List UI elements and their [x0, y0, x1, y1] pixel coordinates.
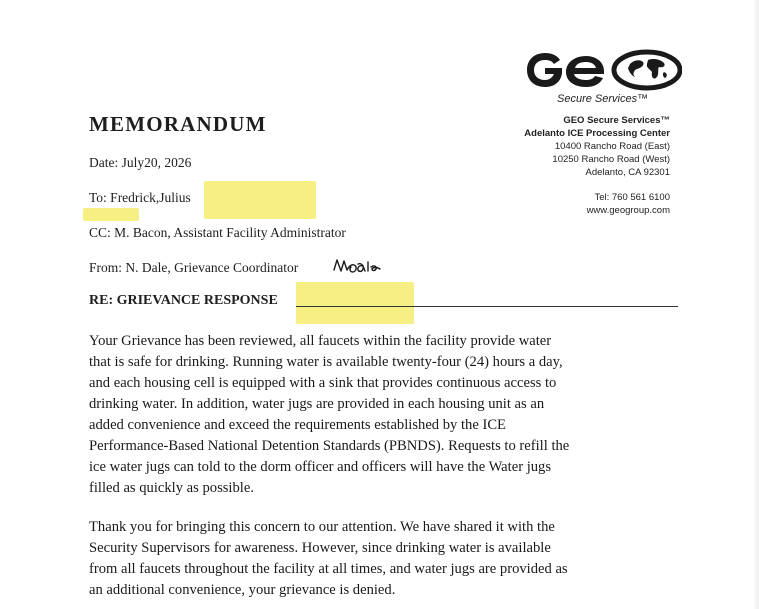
body-paragraph-2	[89, 517, 568, 601]
letterhead-address-block	[524, 114, 670, 217]
paragraph-line: Your Grievance has been reviewed, all faucets within the facility provide water	[89, 333, 552, 349]
paragraph-line: that is safe for drinking. Running water is available twenty-four (24) hours a day,	[89, 354, 563, 370]
redaction-highlight	[83, 208, 139, 221]
paragraph-line: Performance-Based National Detention Standards (PBNDS). Requests to refill the	[89, 438, 570, 454]
redaction-highlight	[204, 181, 316, 219]
memo-date: Date: July20, 2026	[89, 155, 192, 170]
memo-subject: RE: GRIEVANCE RESPONSE	[89, 293, 278, 308]
divider-line	[296, 306, 678, 307]
address-line: 10400 Rancho Road (East)	[554, 141, 670, 152]
redaction-highlight	[296, 282, 414, 324]
facility-name: Adelanto ICE Processing Center	[524, 128, 670, 139]
paragraph-line: from all faucets throughout the facility at all times, and water jugs are provided as	[89, 561, 568, 577]
memo-title: MEMORANDUM	[89, 112, 267, 136]
website: www.geogroup.com	[586, 205, 670, 216]
phone-number: Tel: 760 561 6100	[594, 192, 670, 203]
paragraph-line: and each housing cell is equipped with a sink that provides continuous access to	[89, 375, 557, 391]
geo-logo	[524, 48, 682, 92]
paragraph-line: Security Supervisors for awareness. However, since drinking water is available	[89, 540, 551, 556]
page-edge-shadow	[753, 0, 759, 609]
paragraph-line: ice water jugs can told to the dorm officer and officers will have the Water jugs	[89, 459, 552, 475]
logo-letter-e	[566, 56, 604, 87]
logo-tagline: Secure Services™	[557, 93, 649, 105]
paragraph-line: Thank you for bringing this concern to our attention. We have shared it with the	[89, 519, 555, 535]
memo-to: To: Fredrick,Julius	[89, 190, 191, 205]
address-line: Adelanto, CA 92301	[585, 167, 670, 178]
paragraph-line: filled as quickly as possible.	[89, 480, 254, 496]
address-line: 10250 Rancho Road (West)	[552, 154, 670, 165]
memo-cc: CC: M. Bacon, Assistant Facility Administrator	[89, 225, 346, 240]
paragraph-line: drinking water. In addition, water jugs are provided in each housing unit as an	[89, 396, 545, 412]
paragraph-line: added convenience and exceed the requirements established by the ICE	[89, 417, 506, 433]
paragraph-line: an additional convenience, your grievance is denied.	[89, 582, 396, 598]
globe-icon	[614, 52, 680, 88]
company-name: GEO Secure Services™	[563, 115, 670, 126]
memo-from: From: N. Dale, Grievance Coordinator	[89, 260, 299, 275]
signature	[332, 256, 388, 276]
body-paragraph-1	[89, 331, 569, 499]
logo-letter-g	[527, 53, 562, 87]
